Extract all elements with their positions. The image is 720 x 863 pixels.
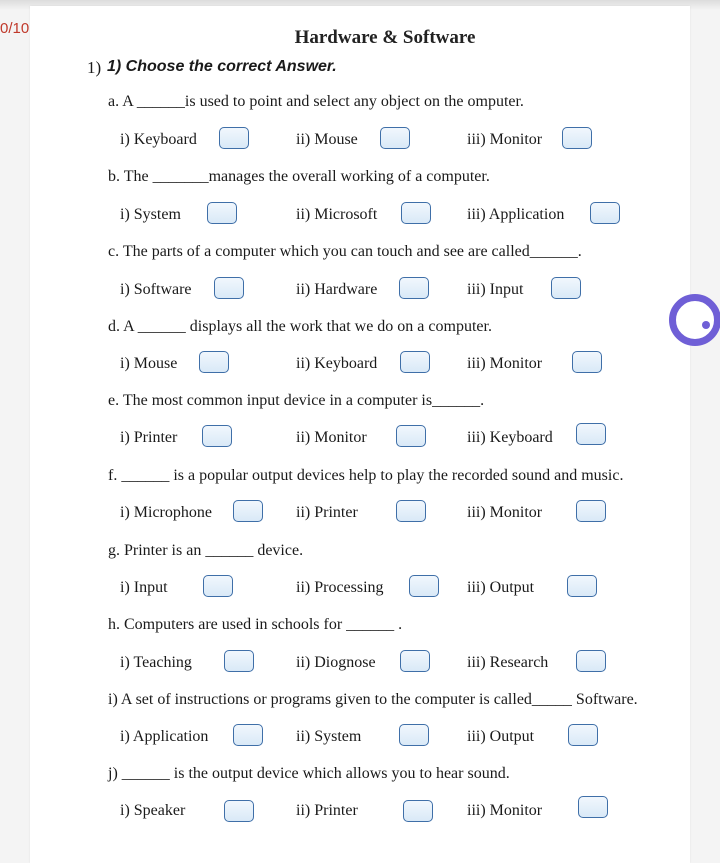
answer-checkbox[interactable] (399, 277, 429, 299)
answer-checkbox[interactable] (401, 202, 431, 224)
section-heading: 1) Choose the correct Answer. (107, 58, 337, 75)
score-indicator: 0/10 (0, 20, 30, 37)
ring-dot (702, 321, 710, 329)
answer-checkbox[interactable] (576, 500, 606, 522)
option-label: iii) Output (467, 579, 535, 596)
option-label: i) Printer (120, 429, 178, 446)
answer-checkbox[interactable] (572, 351, 602, 373)
answer-checkbox[interactable] (202, 425, 232, 447)
option-label: ii) Hardware (296, 281, 378, 298)
option-label: ii) Printer (296, 504, 358, 521)
answer-checkbox[interactable] (568, 724, 598, 746)
answer-checkbox[interactable] (562, 127, 592, 149)
option-label: i) Input (120, 579, 168, 596)
question-text: g. Printer is an ______ device. (108, 542, 304, 559)
question-text: f. ______ is a popular output devices help to play the recorded sound and music. (108, 467, 624, 484)
option-label: i) Keyboard (120, 131, 197, 148)
question-text: b. The _______manages the overall working of a computer. (108, 168, 490, 185)
option-label: i) System (120, 206, 181, 223)
answer-checkbox[interactable] (380, 127, 410, 149)
option-label: iii) Application (467, 206, 565, 223)
option-label: iii) Monitor (467, 802, 543, 819)
answer-checkbox[interactable] (224, 650, 254, 672)
question-text: h. Computers are used in schools for ______ . (108, 616, 403, 633)
option-label: i) Mouse (120, 355, 178, 372)
option-label: ii) Microsoft (296, 206, 378, 223)
option-label: iii) Monitor (467, 131, 543, 148)
answer-checkbox[interactable] (400, 351, 430, 373)
answer-checkbox[interactable] (409, 575, 439, 597)
answer-checkbox[interactable] (233, 500, 263, 522)
answer-checkbox[interactable] (233, 724, 263, 746)
question-text: e. The most common input device in a computer is______. (108, 392, 485, 409)
answer-checkbox[interactable] (396, 425, 426, 447)
answer-checkbox[interactable] (567, 575, 597, 597)
option-label: iii) Output (467, 728, 535, 745)
question-text: c. The parts of a computer which you can touch and see are called______. (108, 243, 582, 260)
answer-checkbox[interactable] (399, 724, 429, 746)
option-label: iii) Keyboard (467, 429, 553, 446)
option-label: i) Microphone (120, 504, 212, 521)
option-label: ii) Monitor (296, 429, 367, 446)
option-label: ii) Printer (296, 802, 358, 819)
answer-checkbox[interactable] (199, 351, 229, 373)
question-text: j) ______ is the output device which allows you to hear sound. (108, 765, 510, 782)
option-label: iii) Monitor (467, 504, 543, 521)
option-label: ii) Keyboard (296, 355, 378, 372)
answer-checkbox[interactable] (576, 650, 606, 672)
option-label: ii) System (296, 728, 362, 745)
option-label: i) Application (120, 728, 209, 745)
answer-checkbox[interactable] (219, 127, 249, 149)
option-label: iii) Research (467, 654, 549, 671)
answer-checkbox[interactable] (551, 277, 581, 299)
option-label: i) Software (120, 281, 192, 298)
answer-checkbox[interactable] (207, 202, 237, 224)
answer-checkbox[interactable] (224, 800, 254, 822)
option-label: i) Teaching (120, 654, 192, 671)
answer-checkbox[interactable] (576, 423, 606, 445)
answer-checkbox[interactable] (214, 277, 244, 299)
answer-checkbox[interactable] (403, 800, 433, 822)
option-label: i) Speaker (120, 802, 186, 819)
option-label: iii) Input (467, 281, 524, 298)
option-label: iii) Monitor (467, 355, 543, 372)
answer-checkbox[interactable] (578, 796, 608, 818)
answer-checkbox[interactable] (590, 202, 620, 224)
question-text: i) A set of instructions or programs given to the computer is called_____ Software. (108, 691, 638, 708)
question-text: d. A ______ displays all the work that we do on a computer. (108, 318, 492, 335)
answer-checkbox[interactable] (400, 650, 430, 672)
option-label: ii) Diognose (296, 654, 376, 671)
accessibility-ring-icon[interactable] (669, 294, 720, 346)
page-title: Hardware & Software (294, 27, 476, 48)
answer-checkbox[interactable] (203, 575, 233, 597)
option-label: ii) Processing (296, 579, 384, 596)
section-number: 1) (87, 58, 102, 77)
question-text: a. A ______is used to point and select any object on the omputer. (108, 93, 524, 110)
option-label: ii) Mouse (296, 131, 358, 148)
answer-checkbox[interactable] (396, 500, 426, 522)
